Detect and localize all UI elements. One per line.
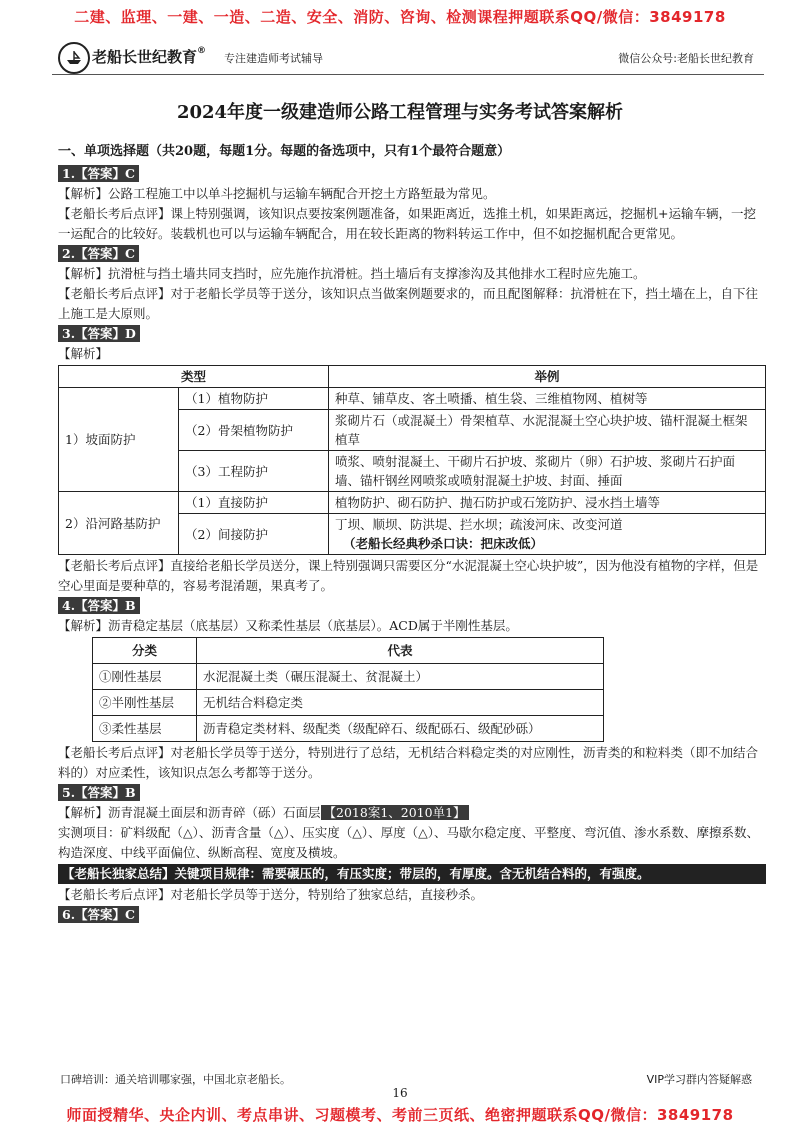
table-row [93, 664, 604, 690]
table-cell: ②半刚性基层 [93, 690, 197, 716]
q3-comment: 【老船长考后点评】直接给老船长学员送分，课上特别强调只需要区分“水泥混凝土空心块护坡”，因为他没有植物的字样，但是空心里面是要种草的，容易考混淆题，果真考了。 [58, 558, 759, 593]
footer-vip-note: VIP学习群内答疑解惑 [646, 1073, 752, 1086]
q3-analysis-label: 【解析】 [58, 346, 109, 361]
q1-answer: 1.【答案】C [58, 165, 139, 182]
table-header-cell: 举例 [329, 366, 766, 388]
q5-analysis-line [58, 803, 766, 823]
table-group-cell: 1）坡面防护 [59, 388, 179, 492]
table-cell: （2）间接防护 [179, 514, 329, 555]
top-promo-banner: 二建、监理、一建、一造、二造、安全、消防、咨询、检测课程押题联系QQ/微信：3849178 [74, 8, 726, 26]
table-cell [329, 514, 766, 555]
table-header-cell: 类型 [59, 366, 329, 388]
ship-logo-icon [58, 42, 90, 74]
table-row [93, 690, 604, 716]
q5-items: 实测项目：矿料级配（△）、沥青含量（△）、压实度（△）、厚度（△）、马歇尔稳定度、平整度、弯沉值、渗水系数、摩擦系数、构造深度、中线平面偏位、纵断高程、宽度及横坡。 [58, 825, 759, 860]
table-group-cell: 2）沿河路基防护 [59, 492, 179, 555]
table-row [59, 492, 766, 514]
q5-analysis: 【解析】沥青混凝土面层和沥青碎（砾）石面层 [58, 805, 321, 820]
table-header-row [93, 638, 604, 664]
page-number: 16 [392, 1086, 408, 1100]
section-heading: 一、单项选择题（共20题，每题1分。每题的备选项中，只有1个最符合题意） [58, 144, 511, 159]
document-body [58, 142, 766, 925]
footer-slogan: 口碑培训：通关培训哪家强，中国北京老船长。 [60, 1073, 291, 1086]
table-header-row [59, 366, 766, 388]
table-cell: 沥青稳定类材料、级配类（级配碎石、级配砾石、级配砂砾） [197, 716, 604, 742]
table-cell: （1）直接防护 [179, 492, 329, 514]
header-tagline: 专注建造师考试辅导 [224, 52, 323, 65]
q2-comment: 【老船长考后点评】对于老船长学员等于送分，该知识点当做案例题要求的，而且配图解释：抗滑桩在下，挡土墙在上，自下往上施工是大原则。 [58, 286, 759, 321]
q4-answer: 4.【答案】B [58, 597, 140, 614]
table-cell: 植物防护、砌石防护、抛石防护或石笼防护、浸水挡土墙等 [329, 492, 766, 514]
table-row [59, 388, 766, 410]
table-header-cell: 分类 [93, 638, 197, 664]
brand-name: 老船长世纪教育® [92, 46, 207, 66]
q5-reference: 【2018案1、2010单1】 [321, 805, 469, 820]
table-cell: 无机结合料稳定类 [197, 690, 604, 716]
q1-analysis: 【解析】公路工程施工中以单斗挖掘机与运输车辆配合开挖土方路堑最为常见。 [58, 186, 496, 201]
table-cell: 浆砌片石（或混凝土）骨架植草、水泥混凝土空心块护坡、锚杆混凝土框架植草 [329, 410, 766, 451]
q5-comment: 【老船长考后点评】对老船长学员等于送分，特别给了独家总结，直接秒杀。 [58, 887, 484, 902]
q2-analysis: 【解析】抗滑桩与挡土墙共同支挡时，应先施作抗滑桩。挡土墙后有支撑渗沟及其他排水工程时应先施工。 [58, 266, 646, 281]
q4-analysis: 【解析】沥青稳定基层（底基层）又称柔性基层（底基层）。ACD属于半刚性基层。 [58, 618, 518, 633]
q6-answer: 6.【答案】C [58, 906, 139, 923]
base-layer-table [92, 637, 604, 742]
table-cell: 喷浆、喷射混凝土、干砌片石护坡、浆砌片（卵）石护坡、浆砌片石护面墙、锚杆钢丝网喷浆或喷射混凝土护坡、封面、捶面 [329, 451, 766, 492]
header-wechat: 微信公众号:老船长世纪教育 [618, 52, 754, 65]
q5-exclusive-summary: 【老船长独家总结】关键项目规律：需要碾压的，有压实度；带层的，有厚度。含无机结合料的，有强度。 [58, 864, 766, 884]
page-header [52, 40, 764, 75]
table-cell-text: 丁坝、顺坝、防洪堤、拦水坝；疏浚河床、改变河道 [335, 517, 623, 532]
table-cell: （1）植物防护 [179, 388, 329, 410]
bottom-promo-banner: 师面授精华、央企内训、考点串讲、习题模考、考前三页纸、绝密押题联系QQ/微信：3849178 [66, 1106, 734, 1124]
table-row [93, 716, 604, 742]
q3-answer: 3.【答案】D [58, 325, 140, 342]
document-title: 2024年度一级建造师公路工程管理与实务考试答案解析 [176, 102, 624, 123]
mnemonic-tip: （老船长经典秒杀口诀：把床改低） [343, 536, 544, 551]
table-cell: （3）工程防护 [179, 451, 329, 492]
table-cell: 种草、铺草皮、客土喷播、植生袋、三维植物网、植树等 [329, 388, 766, 410]
protection-type-table [58, 365, 766, 555]
q4-comment: 【老船长考后点评】对老船长学员等于送分，特别进行了总结，无机结合料稳定类的对应刚性，沥青类的和粒料类（即不加结合料的）对应柔性，该知识点怎么考都等于送分。 [58, 745, 759, 780]
table-cell: （2）骨架植物防护 [179, 410, 329, 451]
q1-comment: 【老船长考后点评】课上特别强调，该知识点要按案例题准备，如果距离近，选推土机，如果距离远，挖掘机+运输车辆，一挖一运配合的比较好。装载机也可以与运输车辆配合，用在较长距离的物料转运工作中，但不如挖掘机配合更常见。 [58, 206, 756, 241]
table-header-cell: 代表 [197, 638, 604, 664]
q5-answer: 5.【答案】B [58, 784, 140, 801]
table-cell: 水泥混凝土类（碾压混凝土、贫混凝土） [197, 664, 604, 690]
table-cell: ①刚性基层 [93, 664, 197, 690]
q2-answer: 2.【答案】C [58, 245, 139, 262]
table-cell: ③柔性基层 [93, 716, 197, 742]
